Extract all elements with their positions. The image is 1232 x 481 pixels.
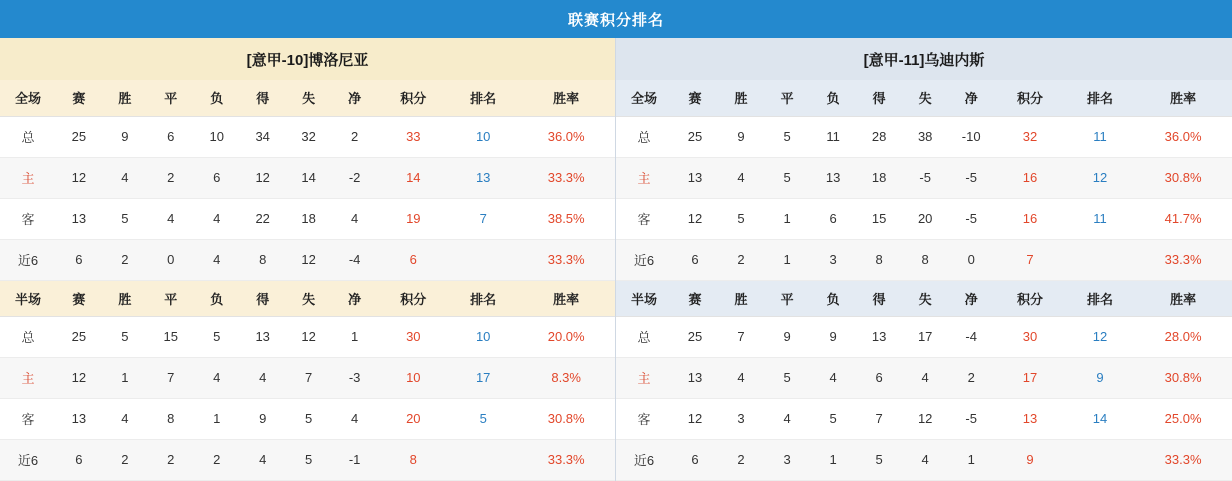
header-draw: 平	[148, 80, 194, 116]
cell-goals-against: -5	[902, 157, 948, 198]
cell-goals-for: 6	[856, 357, 902, 398]
cell-points: 20	[378, 398, 449, 439]
cell-draw: 8	[148, 398, 194, 439]
cell-lost: 6	[810, 198, 856, 239]
cell-goals-for: 22	[240, 198, 286, 239]
cell-goals-for: 5	[856, 439, 902, 480]
header-win-rate: 胜率	[1134, 80, 1232, 116]
table-row	[0, 357, 615, 398]
cell-rank	[449, 239, 517, 280]
table-full-left	[0, 80, 615, 481]
header-draw: 平	[764, 280, 810, 316]
cell-won: 4	[102, 398, 148, 439]
cell-goals-against: 18	[286, 198, 332, 239]
team-name-right	[616, 38, 1232, 80]
cell-played: 13	[56, 398, 102, 439]
cell-played: 25	[56, 116, 102, 157]
cell-won: 1	[102, 357, 148, 398]
header-lost: 负	[194, 80, 240, 116]
cell-lost: 4	[194, 357, 240, 398]
cell-lost: 5	[194, 316, 240, 357]
cell-rank: 12	[1066, 157, 1134, 198]
cell-played: 6	[56, 239, 102, 280]
header-win-rate: 胜率	[517, 80, 615, 116]
cell-draw: 5	[764, 357, 810, 398]
row-label: 总	[616, 316, 672, 357]
cell-rank: 10	[449, 116, 517, 157]
cell-win-rate: 30.8%	[1134, 357, 1232, 398]
header-rank: 排名	[1066, 80, 1134, 116]
header-goals-against: 失	[286, 280, 332, 316]
cell-won: 2	[102, 239, 148, 280]
cell-win-rate: 25.0%	[1134, 398, 1232, 439]
cell-lost: 2	[194, 439, 240, 480]
cell-played: 12	[672, 198, 718, 239]
cell-draw: 5	[764, 116, 810, 157]
cell-goals-against: 5	[286, 398, 332, 439]
row-label: 近6	[616, 239, 672, 280]
table-row	[0, 198, 615, 239]
table-row	[616, 439, 1232, 480]
cell-goals-against: 32	[286, 116, 332, 157]
header-scope-full: 全场	[616, 80, 672, 116]
cell-win-rate: 28.0%	[1134, 316, 1232, 357]
cell-goals-for: 7	[856, 398, 902, 439]
cell-lost: 6	[194, 157, 240, 198]
table-row	[616, 357, 1232, 398]
page-title	[0, 0, 1232, 38]
header-points: 积分	[994, 280, 1066, 316]
table-row	[0, 116, 615, 157]
cell-goals-for: 12	[240, 157, 286, 198]
header-draw: 平	[148, 280, 194, 316]
cell-goal-diff: -3	[332, 357, 378, 398]
cell-goal-diff: -5	[948, 157, 994, 198]
cell-points: 8	[378, 439, 449, 480]
cell-goal-diff: -5	[948, 398, 994, 439]
cell-goal-diff: 2	[948, 357, 994, 398]
row-label: 近6	[616, 439, 672, 480]
cell-rank	[449, 439, 517, 480]
cell-goals-for: 15	[856, 198, 902, 239]
cell-rank	[1066, 439, 1134, 480]
cell-lost: 4	[810, 357, 856, 398]
cell-played: 13	[672, 157, 718, 198]
cell-played: 13	[672, 357, 718, 398]
cell-points: 16	[994, 198, 1066, 239]
table-header-full-left	[0, 80, 615, 116]
cell-lost: 13	[810, 157, 856, 198]
cell-goals-for: 18	[856, 157, 902, 198]
header-scope-half: 半场	[0, 280, 56, 316]
cell-points: 33	[378, 116, 449, 157]
cell-goal-diff: 1	[948, 439, 994, 480]
cell-points: 13	[994, 398, 1066, 439]
cell-played: 12	[56, 357, 102, 398]
row-label: 主	[0, 357, 56, 398]
cell-win-rate: 33.3%	[1134, 239, 1232, 280]
cell-goals-for: 9	[240, 398, 286, 439]
table-row	[616, 316, 1232, 357]
cell-rank: 17	[449, 357, 517, 398]
cell-draw: 3	[764, 439, 810, 480]
header-points: 积分	[378, 280, 449, 316]
header-goal-diff: 净	[948, 280, 994, 316]
cell-goals-for: 4	[240, 357, 286, 398]
cell-played: 25	[672, 116, 718, 157]
cell-played: 25	[672, 316, 718, 357]
cell-win-rate: 20.0%	[517, 316, 615, 357]
cell-played: 13	[56, 198, 102, 239]
cell-won: 4	[102, 157, 148, 198]
cell-points: 14	[378, 157, 449, 198]
cell-won: 9	[718, 116, 764, 157]
table-row	[616, 157, 1232, 198]
cell-rank: 10	[449, 316, 517, 357]
cell-goals-for: 34	[240, 116, 286, 157]
cell-played: 25	[56, 316, 102, 357]
table-header-half-right	[616, 280, 1232, 316]
cell-won: 9	[102, 116, 148, 157]
header-goals-against: 失	[902, 280, 948, 316]
cell-draw: 15	[148, 316, 194, 357]
header-draw: 平	[764, 80, 810, 116]
header-points: 积分	[378, 80, 449, 116]
cell-lost: 9	[810, 316, 856, 357]
header-goal-diff: 净	[332, 280, 378, 316]
row-label: 近6	[0, 239, 56, 280]
row-label: 主	[616, 357, 672, 398]
cell-goal-diff: 2	[332, 116, 378, 157]
cell-points: 19	[378, 198, 449, 239]
cell-won: 2	[718, 239, 764, 280]
table-row	[0, 398, 615, 439]
cell-rank: 11	[1066, 198, 1134, 239]
cell-points: 30	[378, 316, 449, 357]
cell-goals-against: 38	[902, 116, 948, 157]
cell-goals-against: 4	[902, 357, 948, 398]
cell-win-rate: 33.3%	[517, 157, 615, 198]
header-played: 赛	[56, 280, 102, 316]
cell-won: 5	[102, 316, 148, 357]
cell-draw: 7	[148, 357, 194, 398]
cell-lost: 4	[194, 198, 240, 239]
cell-draw: 2	[148, 439, 194, 480]
cell-points: 9	[994, 439, 1066, 480]
table-header-half-left	[0, 280, 615, 316]
cell-points: 30	[994, 316, 1066, 357]
header-played: 赛	[672, 80, 718, 116]
cell-goals-against: 14	[286, 157, 332, 198]
header-lost: 负	[810, 280, 856, 316]
header-goals-against: 失	[286, 80, 332, 116]
table-row	[0, 316, 615, 357]
header-rank: 排名	[1066, 280, 1134, 316]
cell-draw: 2	[148, 157, 194, 198]
cell-win-rate: 36.0%	[517, 116, 615, 157]
header-won: 胜	[718, 280, 764, 316]
header-scope-full: 全场	[0, 80, 56, 116]
cell-rank: 9	[1066, 357, 1134, 398]
cell-goals-against: 5	[286, 439, 332, 480]
cell-win-rate: 33.3%	[517, 439, 615, 480]
cell-won: 2	[102, 439, 148, 480]
header-won: 胜	[102, 80, 148, 116]
teams-columns	[0, 38, 1232, 481]
table-full-right	[616, 80, 1232, 481]
header-won: 胜	[718, 80, 764, 116]
team-name-left-text: [意甲-10]博洛尼亚	[246, 51, 369, 69]
table-row	[616, 398, 1232, 439]
cell-lost: 1	[810, 439, 856, 480]
header-goals-for: 得	[240, 280, 286, 316]
cell-draw: 9	[764, 316, 810, 357]
cell-rank: 12	[1066, 316, 1134, 357]
cell-goal-diff: -10	[948, 116, 994, 157]
header-played: 赛	[672, 280, 718, 316]
cell-rank: 11	[1066, 116, 1134, 157]
cell-won: 2	[718, 439, 764, 480]
row-label: 总	[0, 116, 56, 157]
cell-goals-against: 12	[902, 398, 948, 439]
row-label: 主	[0, 157, 56, 198]
page-title-text: 联赛积分排名	[567, 11, 664, 29]
cell-won: 3	[718, 398, 764, 439]
table-row	[0, 439, 615, 480]
cell-lost: 1	[194, 398, 240, 439]
team-name-right-text: [意甲-11]乌迪内斯	[863, 51, 985, 69]
cell-goals-against: 20	[902, 198, 948, 239]
table-header-full-right	[616, 80, 1232, 116]
cell-win-rate: 30.8%	[1134, 157, 1232, 198]
cell-goals-for: 8	[856, 239, 902, 280]
cell-goal-diff: 4	[332, 398, 378, 439]
cell-goal-diff: -1	[332, 439, 378, 480]
cell-win-rate: 8.3%	[517, 357, 615, 398]
cell-win-rate: 30.8%	[517, 398, 615, 439]
header-win-rate: 胜率	[1134, 280, 1232, 316]
cell-points: 17	[994, 357, 1066, 398]
cell-rank	[1066, 239, 1134, 280]
cell-draw: 0	[148, 239, 194, 280]
cell-rank: 5	[449, 398, 517, 439]
cell-goal-diff: 1	[332, 316, 378, 357]
row-label: 主	[616, 157, 672, 198]
row-label: 客	[616, 198, 672, 239]
header-goals-for: 得	[240, 80, 286, 116]
cell-rank: 7	[449, 198, 517, 239]
header-won: 胜	[102, 280, 148, 316]
cell-draw: 1	[764, 198, 810, 239]
header-rank: 排名	[449, 280, 517, 316]
cell-goal-diff: -2	[332, 157, 378, 198]
cell-points: 10	[378, 357, 449, 398]
cell-goal-diff: -4	[948, 316, 994, 357]
header-win-rate: 胜率	[517, 280, 615, 316]
cell-won: 5	[718, 198, 764, 239]
team-column-right	[616, 38, 1232, 481]
cell-goals-against: 7	[286, 357, 332, 398]
cell-lost: 3	[810, 239, 856, 280]
cell-goals-for: 4	[240, 439, 286, 480]
table-row	[0, 157, 615, 198]
table-row	[616, 116, 1232, 157]
cell-goals-against: 4	[902, 439, 948, 480]
row-label: 客	[0, 198, 56, 239]
row-label: 客	[616, 398, 672, 439]
team-column-left	[0, 38, 616, 481]
cell-won: 4	[718, 357, 764, 398]
cell-played: 6	[56, 439, 102, 480]
cell-win-rate: 33.3%	[517, 239, 615, 280]
cell-goal-diff: 4	[332, 198, 378, 239]
cell-points: 16	[994, 157, 1066, 198]
header-goals-against: 失	[902, 80, 948, 116]
cell-win-rate: 38.5%	[517, 198, 615, 239]
row-label: 总	[616, 116, 672, 157]
row-label: 总	[0, 316, 56, 357]
cell-played: 12	[672, 398, 718, 439]
cell-goals-against: 12	[286, 316, 332, 357]
cell-goals-against: 8	[902, 239, 948, 280]
header-lost: 负	[810, 80, 856, 116]
table-row	[616, 239, 1232, 280]
cell-points: 7	[994, 239, 1066, 280]
table-row	[0, 239, 615, 280]
cell-played: 12	[56, 157, 102, 198]
cell-goal-diff: 0	[948, 239, 994, 280]
header-lost: 负	[194, 280, 240, 316]
cell-rank: 13	[449, 157, 517, 198]
cell-goals-against: 12	[286, 239, 332, 280]
cell-lost: 5	[810, 398, 856, 439]
header-goal-diff: 净	[332, 80, 378, 116]
cell-draw: 4	[764, 398, 810, 439]
cell-win-rate: 36.0%	[1134, 116, 1232, 157]
header-goals-for: 得	[856, 80, 902, 116]
cell-won: 7	[718, 316, 764, 357]
cell-lost: 4	[194, 239, 240, 280]
cell-points: 32	[994, 116, 1066, 157]
cell-rank: 14	[1066, 398, 1134, 439]
header-scope-half: 半场	[616, 280, 672, 316]
cell-lost: 10	[194, 116, 240, 157]
table-row	[616, 198, 1232, 239]
cell-goals-for: 13	[240, 316, 286, 357]
cell-win-rate: 33.3%	[1134, 439, 1232, 480]
header-rank: 排名	[449, 80, 517, 116]
cell-draw: 1	[764, 239, 810, 280]
cell-lost: 11	[810, 116, 856, 157]
cell-won: 4	[718, 157, 764, 198]
cell-goals-for: 13	[856, 316, 902, 357]
cell-played: 6	[672, 439, 718, 480]
cell-draw: 6	[148, 116, 194, 157]
header-goal-diff: 净	[948, 80, 994, 116]
cell-played: 6	[672, 239, 718, 280]
cell-goals-for: 28	[856, 116, 902, 157]
team-name-left	[0, 38, 615, 80]
header-played: 赛	[56, 80, 102, 116]
cell-goals-for: 8	[240, 239, 286, 280]
header-goals-for: 得	[856, 280, 902, 316]
row-label: 近6	[0, 439, 56, 480]
cell-won: 5	[102, 198, 148, 239]
cell-draw: 5	[764, 157, 810, 198]
cell-win-rate: 41.7%	[1134, 198, 1232, 239]
cell-draw: 4	[148, 198, 194, 239]
cell-goal-diff: -4	[332, 239, 378, 280]
cell-points: 6	[378, 239, 449, 280]
cell-goal-diff: -5	[948, 198, 994, 239]
row-label: 客	[0, 398, 56, 439]
header-points: 积分	[994, 80, 1066, 116]
cell-goals-against: 17	[902, 316, 948, 357]
